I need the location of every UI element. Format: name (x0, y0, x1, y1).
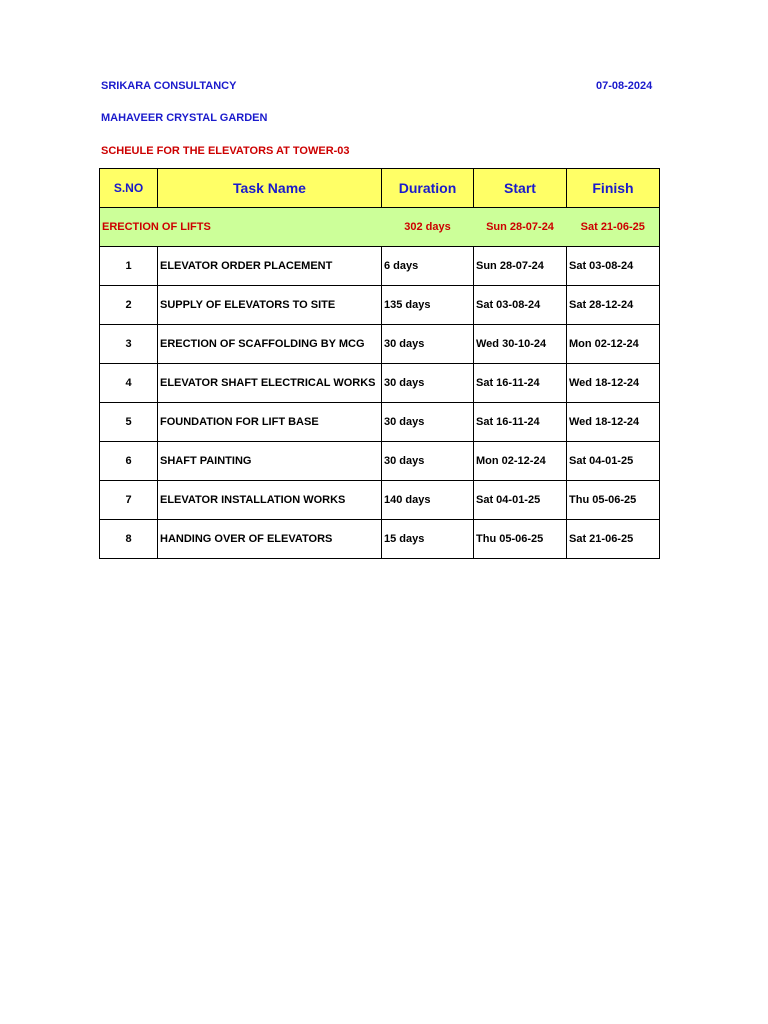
table-row (100, 364, 660, 403)
row-task-name: ELEVATOR INSTALLATION WORKS (158, 481, 382, 520)
row-start: Mon 02-12-24 (474, 442, 567, 481)
row-duration: 6 days (382, 247, 474, 286)
row-duration: 30 days (382, 325, 474, 364)
row-task-name: ERECTION OF SCAFFOLDING BY MCG (158, 325, 382, 364)
row-duration: 15 days (382, 520, 474, 559)
row-duration: 140 days (382, 481, 474, 520)
row-start: Thu 05-06-25 (474, 520, 567, 559)
row-task-name: ELEVATOR ORDER PLACEMENT (158, 247, 382, 286)
summary-row (100, 208, 660, 247)
row-sno: 1 (100, 247, 158, 286)
row-sno: 6 (100, 442, 158, 481)
row-start: Sat 16-11-24 (474, 403, 567, 442)
row-duration: 135 days (382, 286, 474, 325)
row-finish: Sat 21-06-25 (567, 520, 660, 559)
table-row (100, 403, 660, 442)
row-sno: 8 (100, 520, 158, 559)
row-sno: 5 (100, 403, 158, 442)
column-header-start: Start (474, 169, 567, 208)
row-finish: Mon 02-12-24 (567, 325, 660, 364)
row-finish: Wed 18-12-24 (567, 364, 660, 403)
elevator-schedule-table (99, 168, 660, 559)
schedule-title: SCHEULE FOR THE ELEVATORS AT TOWER-03 (101, 145, 350, 157)
table-row (100, 481, 660, 520)
column-header-task-name: Task Name (158, 169, 382, 208)
column-header-finish: Finish (567, 169, 660, 208)
row-task-name: SUPPLY OF ELEVATORS TO SITE (158, 286, 382, 325)
summary-start: Sun 28-07-24 (474, 208, 567, 247)
project-name: MAHAVEER CRYSTAL GARDEN (101, 112, 268, 124)
row-duration: 30 days (382, 403, 474, 442)
row-sno: 3 (100, 325, 158, 364)
row-sno: 2 (100, 286, 158, 325)
row-finish: Wed 18-12-24 (567, 403, 660, 442)
row-task-name: SHAFT PAINTING (158, 442, 382, 481)
row-task-name: ELEVATOR SHAFT ELECTRICAL WORKS (158, 364, 382, 403)
table-row (100, 286, 660, 325)
row-start: Sat 03-08-24 (474, 286, 567, 325)
row-sno: 4 (100, 364, 158, 403)
table-header-row (100, 169, 660, 208)
company-name: SRIKARA CONSULTANCY (101, 80, 237, 92)
row-duration: 30 days (382, 442, 474, 481)
row-task-name: FOUNDATION FOR LIFT BASE (158, 403, 382, 442)
row-finish: Sat 28-12-24 (567, 286, 660, 325)
column-header-sno: S.NO (100, 169, 158, 208)
summary-task: ERECTION OF LIFTS (100, 208, 382, 247)
row-start: Sun 28-07-24 (474, 247, 567, 286)
report-date: 07-08-2024 (596, 80, 653, 92)
row-start: Sat 16-11-24 (474, 364, 567, 403)
row-sno: 7 (100, 481, 158, 520)
column-header-duration: Duration (382, 169, 474, 208)
row-task-name: HANDING OVER OF ELEVATORS (158, 520, 382, 559)
summary-duration: 302 days (382, 208, 474, 247)
row-finish: Thu 05-06-25 (567, 481, 660, 520)
table-row (100, 442, 660, 481)
summary-finish: Sat 21-06-25 (567, 208, 660, 247)
row-start: Wed 30-10-24 (474, 325, 567, 364)
table-row (100, 520, 660, 559)
row-start: Sat 04-01-25 (474, 481, 567, 520)
row-duration: 30 days (382, 364, 474, 403)
row-finish: Sat 03-08-24 (567, 247, 660, 286)
table-row (100, 325, 660, 364)
table-row (100, 247, 660, 286)
row-finish: Sat 04-01-25 (567, 442, 660, 481)
